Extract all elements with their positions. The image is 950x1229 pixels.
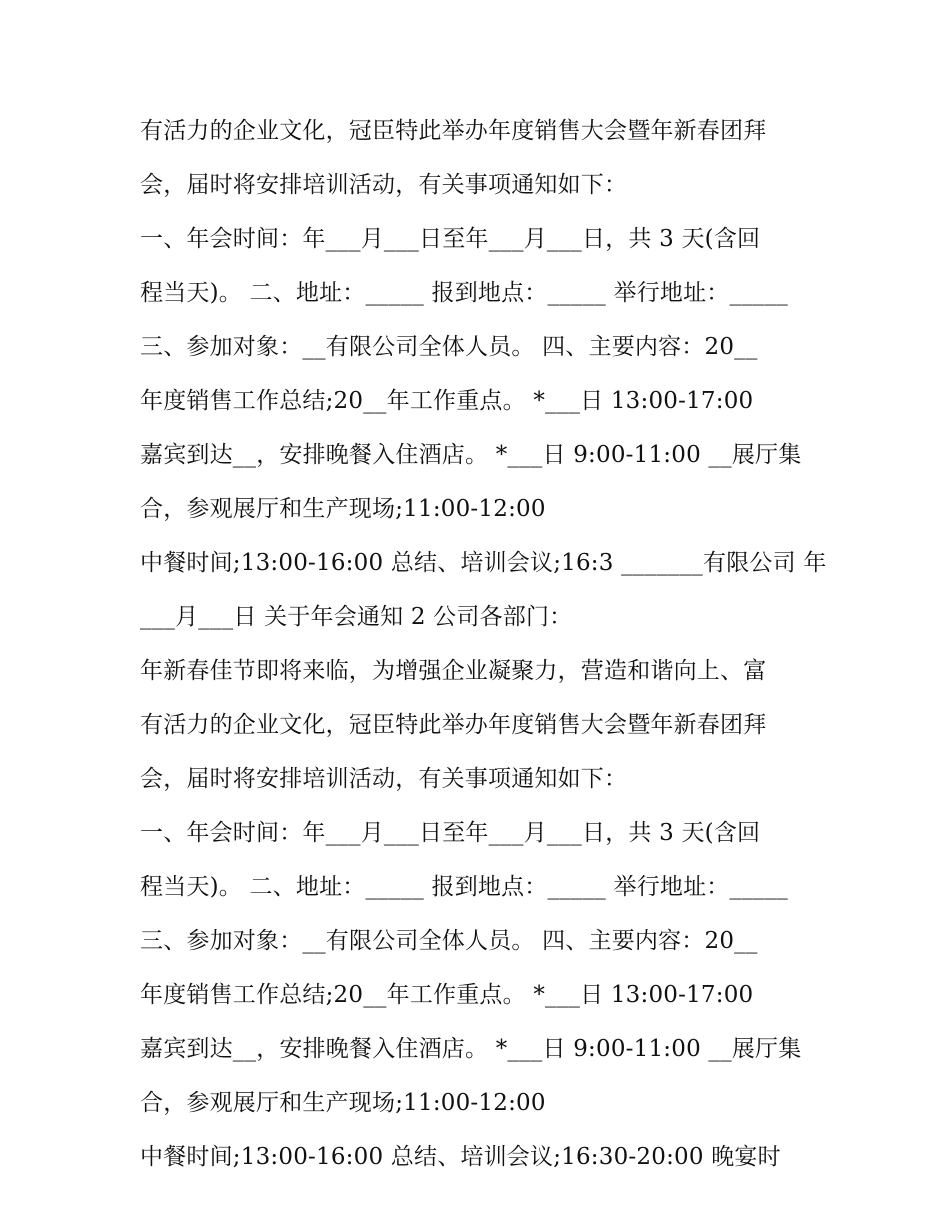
text-line-4: 程当天)。 二、地址：_____ 报到地点：_____ 举行地址：_____ [140,280,789,306]
text-line-14: 一、年会时间：年___月___日至年___月___日，共 3 天(含回 [140,820,761,846]
text-line-7: 嘉宾到达__，安排晚餐入住酒店。 *___日 9:00-11:00 __展厅集 [140,442,802,468]
text-line-20: 中餐时间;13:00-16:00 总结、培训会议;16:30-20:00 晚宴时 [140,1144,781,1170]
text-line-2: 会，届时将安排培训活动，有关事项通知如下： [140,172,628,198]
text-line-19: 合，参观展厅和生产现场;11:00-12:00 [140,1090,546,1116]
text-line-10: ___月___日 关于年会通知 2 公司各部门： [140,604,573,630]
text-line-13: 会，届时将安排培训活动，有关事项通知如下： [140,766,628,792]
text-line-18: 嘉宾到达__，安排晚餐入住酒店。 *___日 9:00-11:00 __展厅集 [140,1036,802,1062]
text-line-12: 有活力的企业文化，冠臣特此举办年度销售大会暨年新春团拜 [140,712,767,738]
text-line-6: 年度销售工作总结;20__年工作重点。 *___日 13:00-17:00 [140,388,754,414]
text-line-11: 年新春佳节即将来临，为增强企业凝聚力，营造和谐向上、富 [140,658,767,684]
text-line-1: 有活力的企业文化，冠臣特此举办年度销售大会暨年新春团拜 [140,118,767,144]
text-line-17: 年度销售工作总结;20__年工作重点。 *___日 13:00-17:00 [140,982,754,1008]
text-line-15: 程当天)。 二、地址：_____ 报到地点：_____ 举行地址：_____ [140,874,789,900]
text-line-5: 三、参加对象：__有限公司全体人员。 四、主要内容：20__ [140,334,758,360]
text-line-3: 一、年会时间：年___月___日至年___月___日，共 3 天(含回 [140,226,761,252]
text-line-8: 合，参观展厅和生产现场;11:00-12:00 [140,496,546,522]
document-body [140,104,827,1184]
text-line-16: 三、参加对象：__有限公司全体人员。 四、主要内容：20__ [140,928,758,954]
text-line-9: 中餐时间;13:00-16:00 总结、培训会议;16:3 _______有限公司 年 [140,550,827,576]
